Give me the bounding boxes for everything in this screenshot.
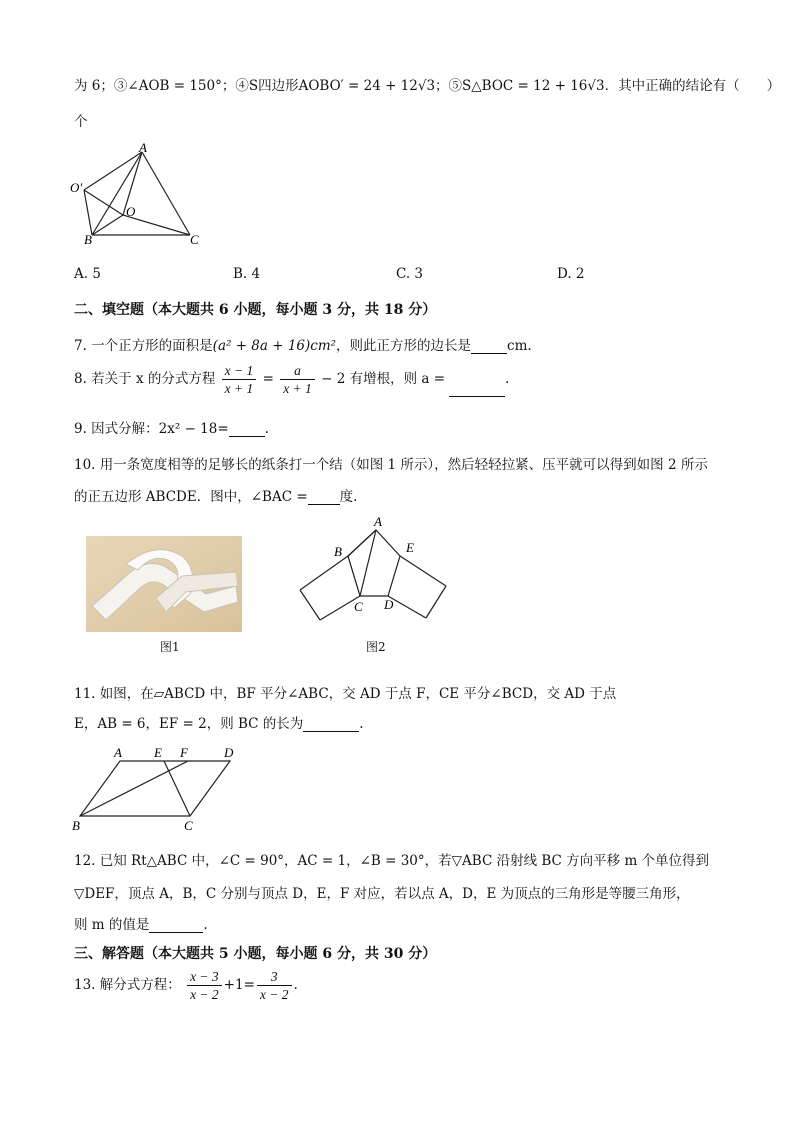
choice-d: D. 2 [557,266,585,282]
q11-line2: E，AB = 6，EF = 2，则 BC 的长为 . [74,716,364,732]
dashed-line [348,556,360,596]
q11-blank [303,731,359,732]
q8-text: 8. 若关于 x 的分式方程 [74,371,216,387]
q11-parallelogram-figure [68,744,248,834]
label-B: B [84,232,92,247]
q8-fraction-1: $\frac{x - 1}{x + 1}$ [222,362,257,397]
section2-title: 二、填空题（本大题共 6 小题，每小题 3 分，共 18 分） [74,302,437,318]
q7-blank [471,353,507,354]
label-B: B [334,544,342,559]
q8: 8. 若关于 x 的分式方程 $\frac{x - 1}{x + 1}$ = $\frac{a}{x + 1}$ − 2 有增根，则 a = . [74,363,510,396]
q9-text: 9. 因式分解：2x² − 18= [74,421,229,437]
q10-blank [308,504,340,505]
label-F: F [180,745,188,760]
q6-figure [66,140,216,252]
q13-fraction-1: $\frac{x - 3}{x - 2}$ [187,968,222,1003]
q7-text: 7. 一个正方形的面积是 [74,338,213,354]
q10-line2: 的正五边形 ABCDE．图中，∠BAC = 度. [74,489,358,505]
q9: 9. 因式分解：2x² − 18= . [74,421,269,437]
fig2-caption: 图2 [366,640,386,654]
fig1-caption: 图1 [160,640,180,654]
q13-fraction-2: $\frac{3}{x - 2}$ [257,968,292,1003]
choice-c: C. 3 [396,266,424,282]
label-E: E [154,745,162,760]
q13-text: 13. 解分式方程： [74,977,181,993]
q7-expression: (a² + 8a + 16)cm² [212,338,337,354]
choice-a: A. 5 [74,266,101,282]
q10-figure-2 [290,514,460,622]
label-E: E [406,540,414,555]
section3-title: 三、解答题（本大题共 5 小题，每小题 6 分，共 30 分） [74,946,437,962]
q8-text-2: − 2 有增根，则 a = [321,371,446,387]
label-C: C [190,232,199,247]
q13: 13. 解分式方程： $\frac{x - 3}{x - 2}$ +1= $\frac{3}{x - 2}$ . [74,969,298,1002]
q7 [74,334,532,354]
label-A: A [374,514,382,529]
q12-line3: 则 m 的值是 . [74,917,208,933]
label-O: O [126,204,136,219]
q9-blank [229,436,265,437]
q12-blank [149,932,203,933]
label-D: D [224,745,234,760]
label-A: A [114,745,122,760]
label-B: B [72,818,80,833]
q12-line2: ▽DEF，顶点 A，B，C 分别与顶点 D，E，F 对应，若以点 A，D，E 为顶点的三角形是等腰三角形， [74,886,690,902]
q12-line1: 12. 已知 Rt△ABC 中，∠C = 90°，AC = 1，∠B = 30°，若▽ABC 沿射线 BC 方向平移 m 个单位得到 [74,853,710,869]
label-C: C [354,599,363,614]
q7-text-2: ，则此正方形的边长是 [336,338,472,354]
choice-b: B. 4 [233,266,261,282]
label-O-prime: O′ [70,180,83,195]
q8-fraction-2: $\frac{a}{x + 1}$ [280,362,315,397]
q13-text-2: +1= [223,977,255,993]
q7-unit: cm. [507,338,532,354]
label-D: D [384,597,394,612]
q8-blank [449,396,505,397]
q8-equals: = [262,371,274,387]
q10-line1: 10. 用一条宽度相等的足够长的纸条打一个结（如图 1 所示），然后轻轻拉紧、压平就可以得到如图 2 所示 [74,457,708,473]
q6-line1: 为 6；③∠AOB = 150°；④S四边形AOBO′ = 24 + 12√3；⑤S△BOC = 12 + 16√3．其中正确的结论有（ ） [74,78,781,94]
label-C: C [184,818,193,833]
label-A: A [139,140,147,155]
q6-line2: 个 [74,114,88,130]
q11-line1: 11. 如图，在▱ABCD 中，BF 平分∠ABC，交 AD 于点 F，CE 平分∠BCD，交 AD 于点 [74,686,617,702]
paper-knot-photo [86,536,242,632]
